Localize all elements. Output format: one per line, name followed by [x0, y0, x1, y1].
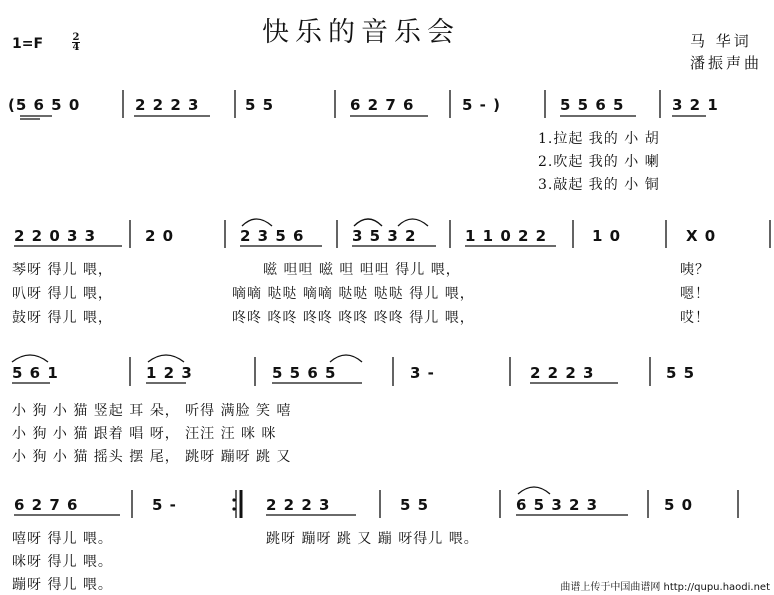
composer-credit: 潘振声曲: [690, 54, 763, 72]
lyric-verse-3: 小 狗 小 猫 摇头 摆 尾， 跳呀 蹦呀 跳 又: [12, 449, 292, 465]
lyric-verse-1-c: 咦？: [680, 262, 710, 278]
slur: [330, 355, 362, 362]
measure: 6 5 3 2 3: [516, 496, 599, 514]
lyric-verse-2-a: 叭呀 得儿 喂，: [12, 286, 113, 302]
measure: 5 5 6 5: [560, 96, 625, 114]
lyric-verse-1-a: 嘻呀 得儿 喂。: [12, 531, 113, 547]
measure: 5 5: [400, 496, 430, 514]
measure: 5 5 6 5: [272, 364, 337, 382]
measure: 5 - ): [462, 96, 501, 114]
measure: 2 3 5 6: [240, 227, 305, 245]
measure: 2 2 0 3 3: [14, 227, 97, 245]
repeat-dot: [232, 498, 235, 501]
lyric-verse-2: 2.吹起 我的 小 喇: [538, 154, 660, 170]
measure: 5 5: [245, 96, 275, 114]
meter-denominator: 4: [72, 42, 80, 53]
measure: 6 2 7 6: [350, 96, 415, 114]
measure: X 0: [686, 227, 717, 245]
lyric-verse-1-b: 跳呀 蹦呀 跳 又 蹦 呀得儿 喂。: [266, 531, 479, 547]
measure: 2 2 2 3: [530, 364, 595, 382]
measure: 3 5 3 2: [352, 227, 417, 245]
slur: [354, 219, 382, 226]
measure: 6 2 7 6: [14, 496, 79, 514]
lyric-verse-2-c: 嗯！: [680, 286, 710, 302]
song-title: 快乐的音乐会: [262, 17, 460, 48]
measure: 5 5: [666, 364, 696, 382]
lyric-verse-3-a: 蹦呀 得儿 喂。: [12, 577, 113, 593]
lyricist-credit: 马 华词: [690, 32, 752, 50]
measure: 5 0: [664, 496, 694, 514]
lyric-verse-3-c: 哎！: [680, 310, 710, 326]
lyric-verse-2-b: 嘀嘀 哒哒 嘀嘀 哒哒 哒哒 得儿 喂，: [232, 286, 475, 302]
measure: 1 1 0 2 2: [465, 227, 548, 245]
measure: (5 6 5 0: [8, 96, 81, 114]
lyric-verse-1: 1.拉起 我的 小 胡: [538, 131, 660, 147]
repeat-dot: [232, 507, 235, 510]
measure: 2 0: [145, 227, 175, 245]
slur: [148, 355, 184, 362]
footer-watermark: 曲谱上传于中国曲谱网 http://qupu.haodi.net: [560, 582, 770, 593]
lyric-verse-2: 小 狗 小 猫 跟着 唱 呀， 汪汪 汪 咪 咪: [12, 426, 277, 442]
lyric-verse-3-b: 咚咚 咚咚 咚咚 咚咚 咚咚 得儿 喂，: [232, 310, 475, 326]
measure: 3 -: [410, 364, 435, 382]
slur: [12, 355, 48, 362]
lyric-verse-1-b: 嗞 呾呾 嗞 呾 呾呾 得儿 喂，: [263, 262, 461, 278]
measure: 1 0: [592, 227, 622, 245]
lyric-verse-3-a: 鼓呀 得儿 喂，: [12, 310, 113, 326]
meter-numerator: 2: [72, 32, 80, 43]
slur: [518, 487, 550, 494]
measure: 2 2 2 3: [266, 496, 331, 514]
slur: [398, 219, 428, 226]
measure: 1 2 3: [146, 364, 193, 382]
lyric-verse-1: 小 狗 小 猫 竖起 耳 朵， 听得 满脸 笑 嘻: [12, 403, 292, 419]
lyric-verse-2-a: 咪呀 得儿 喂。: [12, 554, 113, 570]
lyric-verse-1-a: 琴呀 得儿 喂，: [12, 262, 113, 278]
measure: 5 -: [152, 496, 177, 514]
measure: 3 2 1: [672, 96, 719, 114]
lyric-verse-3: 3.敲起 我的 小 铜: [538, 177, 660, 193]
key-signature: 1=F: [12, 36, 44, 52]
slur: [242, 219, 272, 226]
measure: 2 2 2 3: [135, 96, 200, 114]
measure: 5 6 1: [12, 364, 59, 382]
